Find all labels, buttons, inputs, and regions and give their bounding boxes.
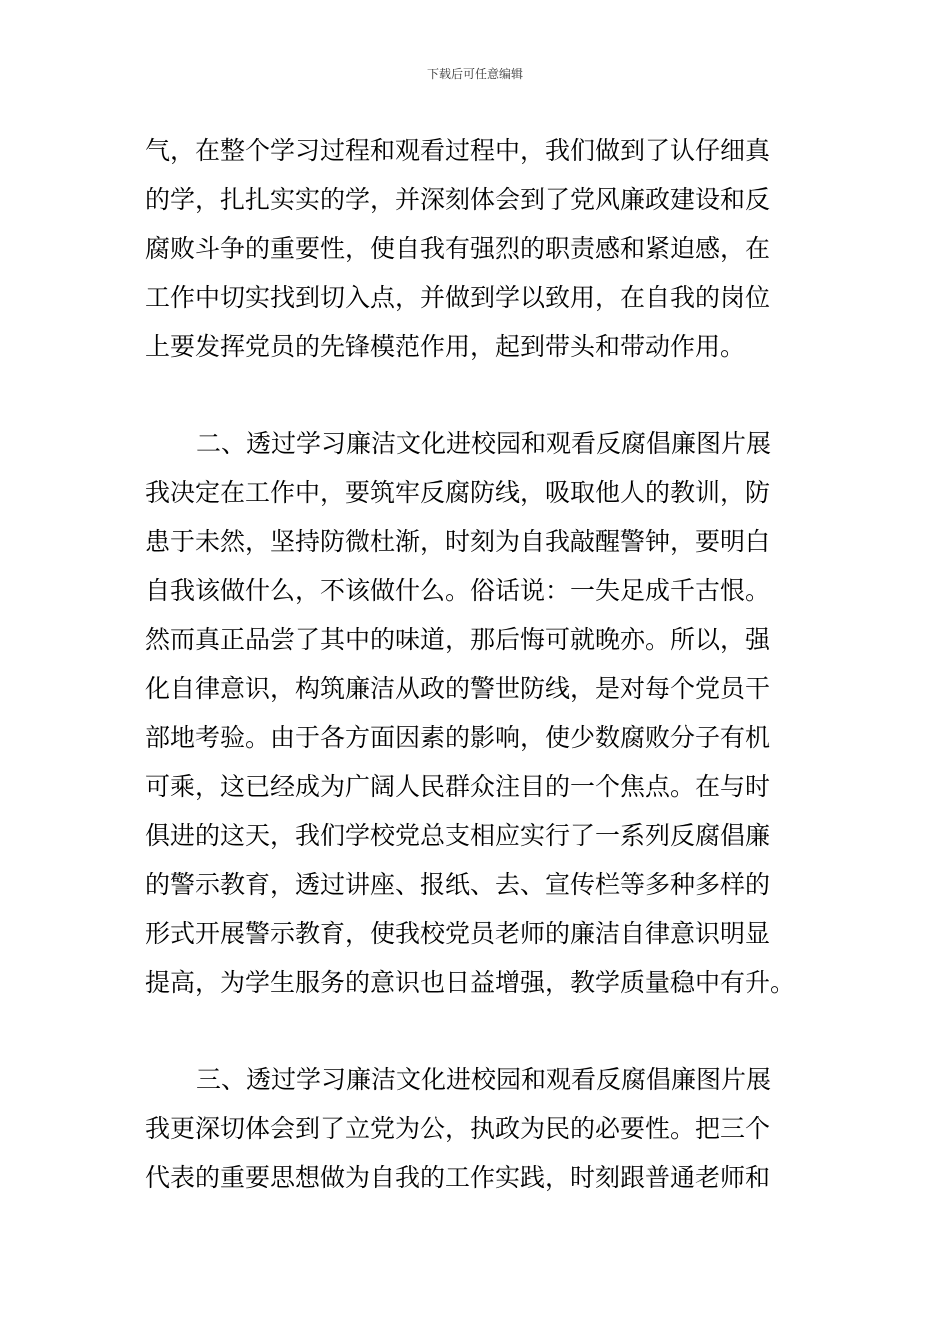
text-line: 我更深切体会到了立党为公，执政为民的必要性。把三个 [145,1114,771,1143]
text-line: 三、透过学习廉洁文化进校园和观看反腐倡廉图片展 [196,1065,772,1094]
text-line: 的警示教育，透过讲座、报纸、去、宣传栏等多种多样的 [145,870,771,899]
text-line: 提高，为学生服务的意识也日益增强，教学质量稳中有升。 [145,968,796,997]
page-header: 下载后可任意编辑 [426,67,523,81]
paragraph-spacer [145,1007,815,1055]
text-line: 化自律意识，构筑廉洁从政的警世防线，是对每个党员干 [145,674,771,703]
text-line: 部地考验。由于各方面因素的影响，使少数腐败分子有机 [145,723,771,752]
text-line: 气，在整个学习过程和观看过程中，我们做到了认仔细真 [145,136,771,165]
text-line: 俱进的这天，我们学校党总支相应实行了一系列反腐倡廉 [145,821,771,850]
document-body [145,126,815,1202]
paragraph-2 [145,419,815,1007]
text-line: 我决定在工作中，要筑牢反腐防线，吸取他人的教训，防 [145,478,771,507]
text-line: 自我该做什么，不该做什么。俗话说：一失足成千古恨。 [145,576,771,605]
text-line: 然而真正品尝了其中的味道，那后悔可就晚亦。所以，强 [145,625,771,654]
text-line: 的学，扎扎实实的学，并深刻体会到了党风廉政建设和反 [145,185,771,214]
text-line: 工作中切实找到切入点，并做到学以致用，在自我的岗位 [145,283,771,312]
text-line: 可乘，这已经成为广阔人民群众注目的一个焦点。在与时 [145,772,771,801]
paragraph-spacer [145,371,815,419]
paragraph-1 [145,126,815,371]
text-line: 形式开展警示教育，使我校党员老师的廉洁自律意识明显 [145,919,771,948]
paragraph-3 [145,1055,815,1202]
text-line: 上要发挥党员的先锋模范作用，起到带头和带动作用。 [145,332,746,361]
text-line: 腐败斗争的重要性，使自我有强烈的职责感和紧迫感，在 [145,234,771,263]
text-line: 二、透过学习廉洁文化进校园和观看反腐倡廉图片展 [196,429,772,458]
text-line: 患于未然，坚持防微杜渐，时刻为自我敲醒警钟，要明白 [145,527,771,556]
text-line: 代表的重要思想做为自我的工作实践，时刻跟普通老师和 [145,1163,771,1192]
